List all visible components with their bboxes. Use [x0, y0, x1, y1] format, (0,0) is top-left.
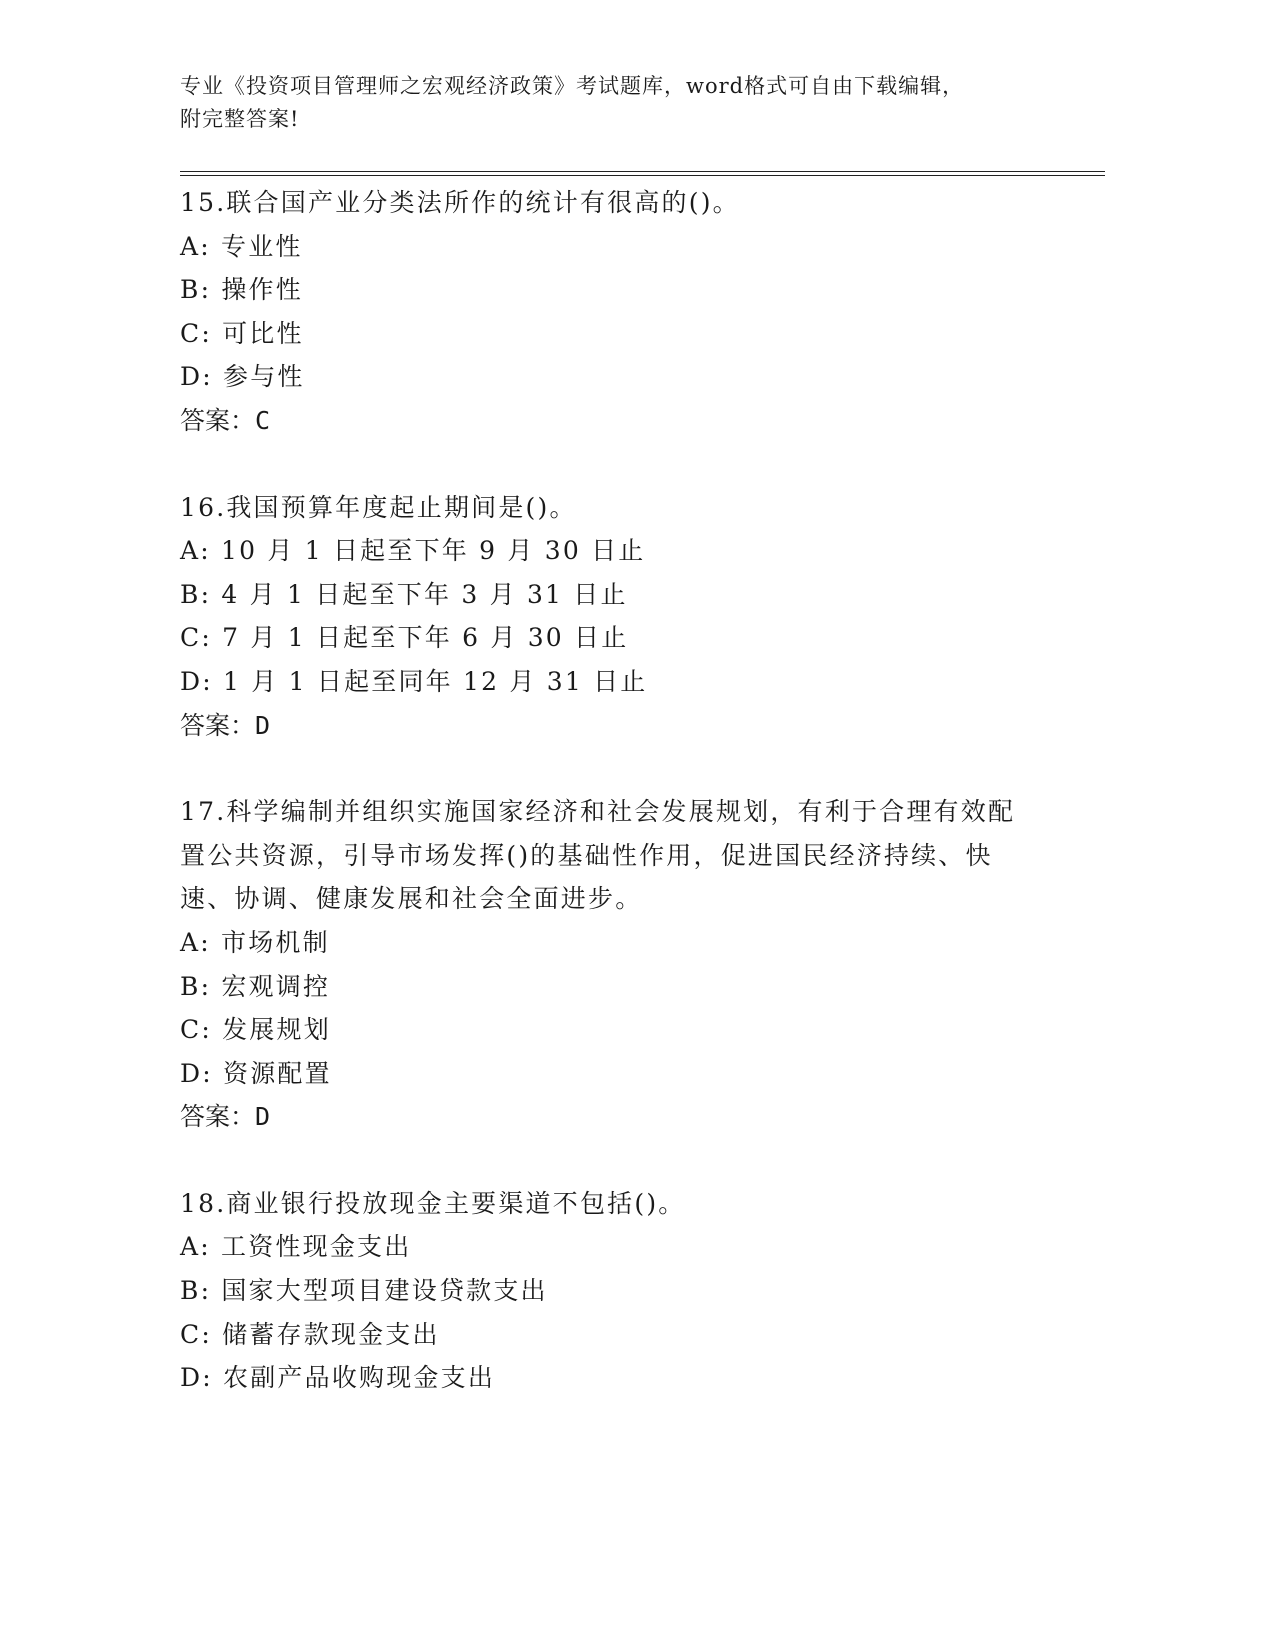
- option-b: B: 4 月 1 日起至下年 3 月 31 日止: [180, 579, 628, 609]
- question-stem: 16.我国预算年度起止期间是()。: [180, 492, 577, 522]
- option-a: A: 市场机制: [180, 927, 330, 957]
- question-list: [180, 181, 1080, 1400]
- header-divider-top: [180, 171, 1105, 172]
- option-a: A: 工资性现金支出: [180, 1232, 412, 1262]
- question-stem-line-1: 17.科学编制并组织实施国家经济和社会发展规划，有利于合理有效配: [180, 797, 1016, 827]
- question-16: [180, 486, 1080, 748]
- question-stem: 15.联合国产业分类法所作的统计有很高的()。: [180, 188, 740, 217]
- option-b: B: 操作性: [180, 275, 303, 305]
- question-15: [180, 181, 1080, 443]
- option-b: B: 宏观调控: [180, 971, 331, 1001]
- option-d: D: 1 月 1 日起至同年 12 月 31 日止: [180, 666, 648, 696]
- question-stem-line-3: 速、协调、健康发展和社会全面进步。: [180, 884, 643, 914]
- answer-line: 答案：C: [180, 405, 271, 435]
- option-c: C: 储蓄存款现金支出: [180, 1319, 440, 1349]
- option-d: D: 资源配置: [180, 1058, 332, 1088]
- option-b: B: 国家大型项目建设贷款支出: [180, 1276, 548, 1306]
- option-d: D: 参与性: [180, 362, 305, 392]
- option-c: C: 7 月 1 日起至下年 6 月 30 日止: [180, 623, 629, 653]
- document-header: [180, 70, 1060, 136]
- answer-line: 答案：D: [180, 710, 271, 740]
- header-line-2: 附完整答案!: [180, 107, 300, 131]
- question-stem-line-2: 置公共资源，引导市场发挥()的基础性作用，促进国民经济持续、快: [180, 840, 993, 870]
- option-c: C: 发展规划: [180, 1015, 331, 1045]
- option-a: A: 专业性: [180, 231, 303, 261]
- header-line-1: 专业《投资项目管理师之宏观经济政策》考试题库，word格式可自由下载编辑，: [180, 74, 965, 98]
- question-stem: 18.商业银行投放现金主要渠道不包括()。: [180, 1188, 686, 1218]
- option-a: A: 10 月 1 日起至下年 9 月 30 日止: [180, 536, 646, 566]
- question-18: [180, 1182, 1080, 1400]
- option-c: C: 可比性: [180, 318, 304, 348]
- answer-line: 答案：D: [180, 1102, 271, 1132]
- question-17: [180, 790, 1080, 1139]
- option-d: D: 农副产品收购现金支出: [180, 1363, 496, 1393]
- header-divider-bottom: [180, 175, 1105, 176]
